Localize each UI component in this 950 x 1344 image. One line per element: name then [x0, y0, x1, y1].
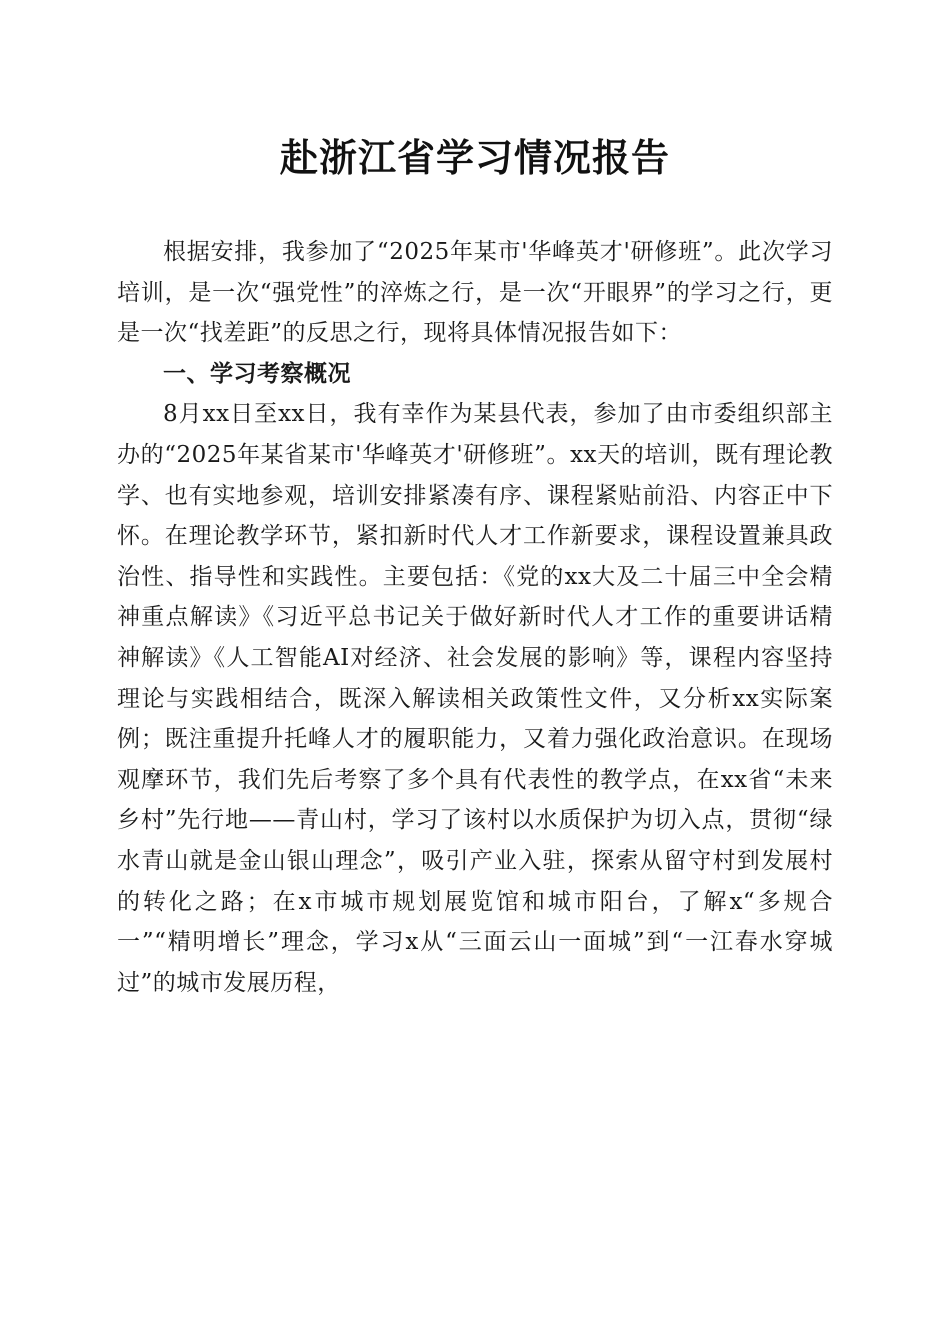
document-body [117, 232, 833, 1003]
document-title: 赴浙江省学习情况报告 [279, 135, 670, 180]
intro-paragraph: 根据安排，我参加了“2025年某市'华峰英才'研修班”。此次学习培训，是一次“强党性”的淬炼之行，是一次“开眼界”的学习之行，更是一次“找差距”的反思之行，现将具体情况报告如下： [117, 239, 833, 347]
section-paragraph: 8月xx日至xx日，我有幸作为某县代表，参加了由市委组织部主办的“2025年某省某市'华峰英才'研修班”。xx天的培训，既有理论教学、也有实地参观，培训安排紧凑有序、课程紧贴前沿、内容正中下怀。在理论教学环节，紧扣新时代人才工作新要求，课程设置兼具政治性、指导性和实践性。主要包括：《党的xx大及二十届三中全会精神重点解读》《习近平总书记关于做好新时代人才工作的重要讲话精神解读》《人工智能AI对经济、社会发展的影响》等，课程内容坚持理论与实践相结合，既深入解读相关政策性文件，又分析xx实际案例；既注重提升托峰人才的履职能力，又着力强化政治意识。在现场观摩环节，我们先后考察了多个具有代表性的教学点，在xx省“未来乡村”先行地——青山村，学习了该村以水质保护为切入点，贯彻“绿水青山就是金山银山理念”，吸引产业入驻，探索从留守村到发展村的转化之路；在x市城市规划展览馆和城市阳台，了解x“多规合一”“精明增长”理念，学习x从“三面云山一面城”到“一江春水穿城过”的城市发展历程， [117, 401, 833, 996]
section-heading: 一、学习考察概况 [163, 360, 351, 387]
